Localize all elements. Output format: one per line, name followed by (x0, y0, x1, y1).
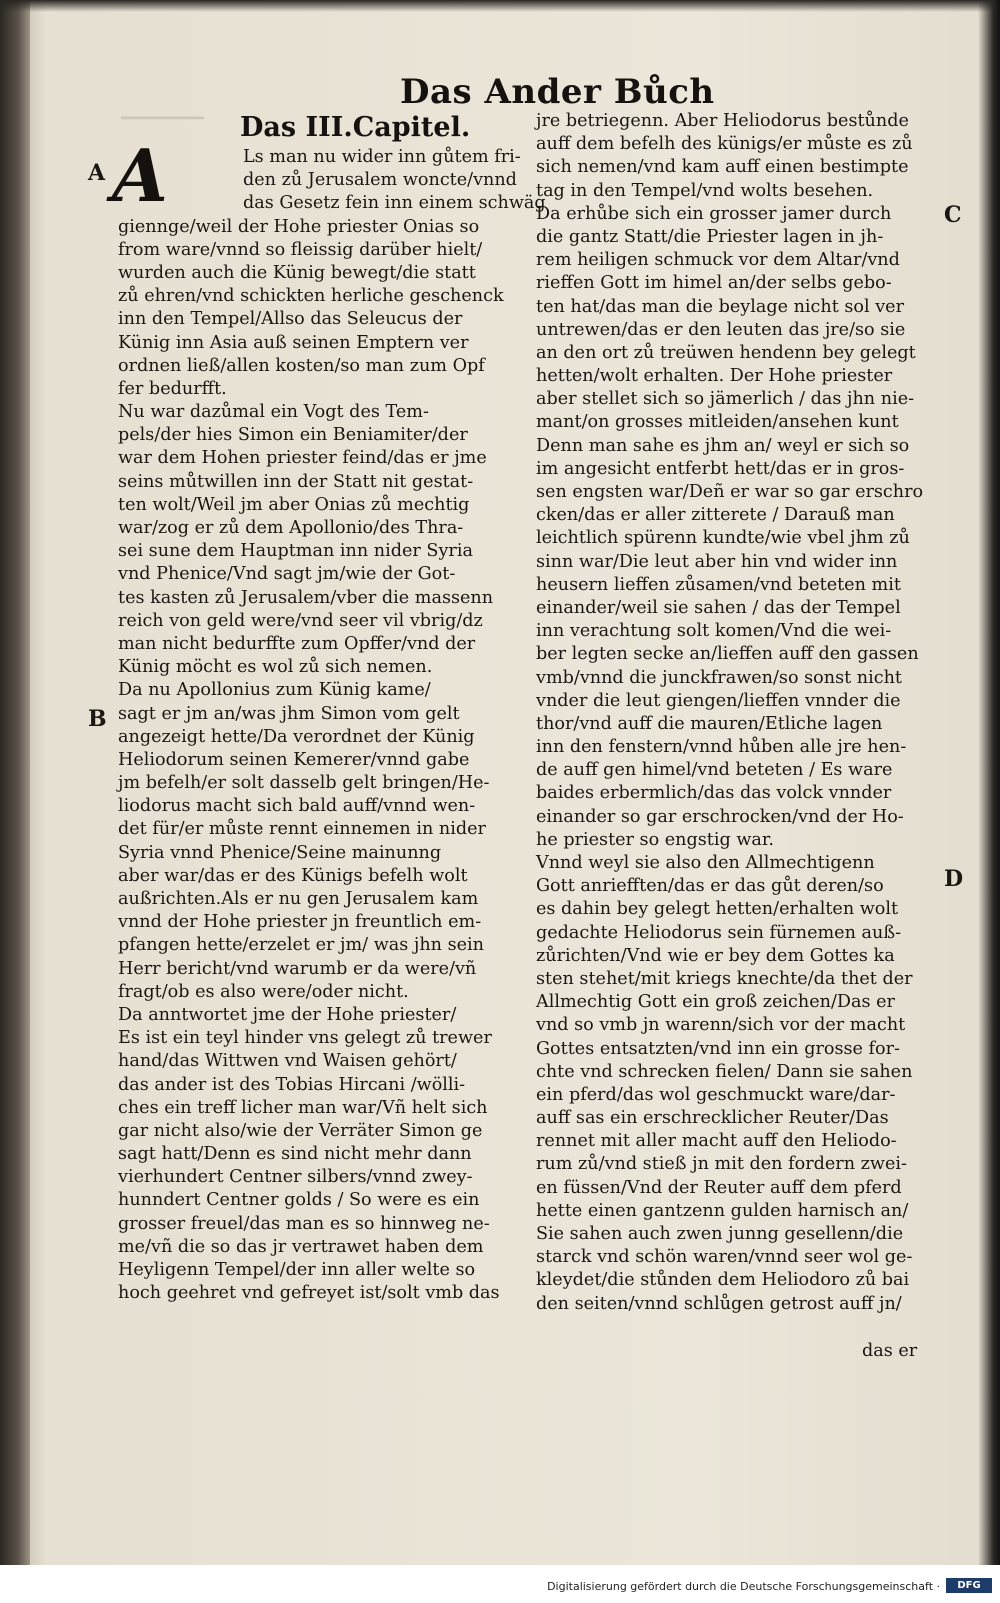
page-right-shadow (978, 0, 1000, 1565)
text-line: wurden auch die Künig bewegt/die statt (118, 262, 476, 283)
text-line: jm befelh/er solt dasselb gelt bringen/He- (118, 773, 490, 794)
text-line: inn den fenstern/vnnd hůben alle jre hen- (536, 737, 907, 758)
text-line: man nicht bedurffte zum Opffer/vnd der (118, 633, 476, 654)
text-line: fer bedurfft. (118, 378, 227, 399)
text-line: den seiten/vnnd schlůgen getrost auff jn/ (536, 1293, 902, 1314)
text-line: Vnnd weyl sie also den Allmechtigenn (536, 853, 875, 873)
text-line: aber stellet sich so jämerlich / das jhn nie- (536, 389, 915, 410)
text-line: en füssen/Vnd der Reuter auff dem pferd (536, 1177, 902, 1198)
text-line: sich nemen/vnd kam auff einen bestimpte (536, 157, 909, 178)
text-line: gedachte Heliodorus sein fürnemen auß- (536, 922, 902, 943)
text-line: zůrichten/Vnd wie er bey dem Gottes ka (536, 945, 895, 966)
text-line: rum zů/vnd stieß jn mit den fordern zwei- (536, 1154, 907, 1175)
text-line: Gottes entsatzten/vnd inn ein grosse for- (536, 1038, 900, 1059)
text-line: Nu war dazůmal ein Vogt des Tem- (118, 402, 429, 423)
text-line: Gott anriefften/das er das gůt deren/so (536, 876, 884, 897)
text-line: Da nu Apollonius zum Künig kame/ (118, 680, 431, 701)
text-line: ten wolt/Weil jm aber Onias zů mechtig (118, 494, 470, 515)
text-line: Da anntwortet jme der Hohe priester/ (118, 1004, 457, 1025)
text-line: liodorus macht sich bald auff/vnnd wen- (118, 796, 476, 817)
text-line: zů ehren/vnd schickten herliche geschenck (118, 286, 504, 307)
text-line: vmb/vnnd die junckfrawen/so sonst nicht (536, 667, 903, 688)
margin-mark-b: B (88, 706, 107, 732)
text-line: sei sune dem Hauptman inn nider Syria (118, 541, 473, 562)
text-line: im angesicht entferbt hett/das er in gros- (536, 458, 905, 479)
text-line: kleydet/die stůnden dem Heliodoro zů bai (536, 1270, 910, 1291)
text-line: hand/das Wittwen vnd Waisen gehört/ (118, 1051, 457, 1072)
catchword: das er (862, 1341, 918, 1361)
text-line: sen engsten war/Deñ er war so gar erschro (536, 482, 924, 502)
text-line: rem heiligen schmuck vor dem Altar/vnd (536, 250, 900, 271)
text-line: Da erhůbe sich ein grosser jamer durch (536, 203, 892, 224)
text-line: mant/on grosses mitleiden/ansehen kunt (536, 412, 899, 433)
text-line: hunndert Centner golds / So were es ein (118, 1190, 480, 1211)
margin-mark-d: D (944, 866, 964, 892)
text-line: untrewen/das er den leuten das jre/so sie (536, 319, 906, 340)
text-line: Denn man sahe es jhm an/ weyl er sich so (536, 435, 910, 456)
text-line: hette einen gantzenn gulden harnisch an/ (536, 1200, 909, 1221)
text-line: Syria vnnd Phenice/Seine mainunng (118, 842, 442, 863)
text-line: es dahin bey gelegt hetten/erhalten wolt (536, 899, 899, 920)
text-line: sten stehet/mit kriegs knechte/da thet der (536, 968, 913, 989)
text-line: inn verachtung solt komen/Vnd die wei- (536, 621, 892, 642)
text-line: Künig möcht es wol zů sich nemen. (118, 657, 433, 678)
text-line: hoch geehret vnd gefreyet ist/solt vmb das (118, 1283, 500, 1304)
text-line: pfangen hette/erzelet er jm/ was jhn sein (118, 935, 484, 956)
text-line: seins můtwillen inn der Statt nit gestat- (118, 471, 474, 492)
text-line: Es ist ein teyl hinder vns gelegt zů trewer (118, 1028, 492, 1049)
text-line: cken/das er aller zitterete / Darauß man (536, 505, 895, 526)
text-line: me/vñ die so das jr vertrawet haben dem (118, 1236, 484, 1257)
text-line: die gantz Statt/die Priester lagen in jh- (536, 226, 884, 247)
text-line: außrichten.Als er nu gen Jerusalem kam (118, 889, 479, 909)
text-line: thor/vnd auff die mauren/Etliche lagen (536, 713, 883, 734)
right-text-column (536, 110, 932, 1316)
text-line: heusern lieffen zůsamen/vnd beteten mit (536, 574, 901, 595)
text-line: de auff gen himel/vnd beteten / Es ware (536, 760, 893, 781)
text-line: vnder die leut giengen/lieffen vnnder die (536, 690, 901, 711)
text-line: he priester so engstig war. (536, 829, 774, 850)
text-line: rieffen Gott im himel an/der selbs gebo- (536, 273, 892, 294)
text-line: ein pferd/das wol geschmuckt ware/dar- (536, 1084, 896, 1105)
text-line: an den ort zů treüwen hendenn bey gelegt (536, 342, 916, 363)
text-line: Sie sahen auch zwen junng gesellenn/die (536, 1224, 904, 1244)
text-line: Herr bericht/vnd warumb er da were/vñ (118, 958, 477, 979)
text-line: das Gesetz fein inn einem schwäg (243, 193, 546, 214)
text-line: ten hat/das man die beylage nicht sol ver (536, 296, 904, 317)
binding-gutter (0, 0, 30, 1565)
text-line: Heliodorum seinen Kemerer/vnnd gabe (118, 749, 470, 770)
left-text-column (118, 146, 546, 1305)
margin-mark-a: A (88, 160, 106, 186)
text-line: det für/er můste rennt einnemen in nider (118, 819, 486, 840)
text-line: ches ein treff licher man war/Vñ helt sich (118, 1097, 488, 1118)
text-line: vierhundert Centner silbers/vnnd zwey- (118, 1167, 473, 1188)
text-line: hetten/wolt erhalten. Der Hohe priester (536, 366, 893, 387)
text-line: chte vnd schrecken fielen/ Dann sie sahen (536, 1061, 913, 1082)
text-line: reich von geld were/vnd seer vil vbrig/dz (118, 610, 483, 631)
dfg-logo: DFG (946, 1578, 992, 1593)
text-line: rennet mit aller macht auff den Heliodo- (536, 1131, 897, 1152)
text-line: from ware/vnnd so fleissig darüber hielt/ (118, 239, 483, 260)
text-line: das ander ist des Tobias Hircani /wölli- (118, 1074, 466, 1095)
text-line: tes kasten zů Jerusalem/vber die massenn (118, 587, 494, 608)
text-line: pels/der hies Simon ein Beniamiter/der (118, 425, 468, 446)
text-line: den zů Jerusalem woncte/vnnd (243, 170, 517, 191)
chapter-heading: Das III.Capitel. (240, 112, 471, 143)
running-header: Das Ander Bůch (400, 72, 715, 112)
text-line: sagt hatt/Denn es sind nicht mehr dann (118, 1144, 472, 1165)
text-line: vnd so vmb jn warenn/sich vor der macht (536, 1015, 906, 1036)
text-line: vnd Phenice/Vnd sagt jm/wie der Got- (118, 564, 456, 585)
margin-mark-c: C (944, 202, 962, 228)
text-line: jre betriegenn. Aber Heliodorus bestůnde (536, 111, 909, 131)
text-line: war/zog er zů dem Apollonio/des Thra- (118, 518, 464, 538)
text-line: tag in den Tempel/vnd wolts besehen. (536, 180, 874, 201)
text-line: sinn war/Die leut aber hin vnd wider inn (536, 551, 898, 572)
text-line: giennge/weil der Hohe priester Onias so (118, 216, 480, 237)
text-line: Künig inn Asia auß seinen Emptern ver (118, 332, 469, 353)
text-line: baides erbermlich/das das volck vnnder (536, 783, 892, 804)
text-line: auff dem befelh des künigs/er můste es zů (536, 134, 913, 155)
text-line: Heyligenn Tempel/der inn aller welte so (118, 1260, 476, 1280)
text-line: einander/weil sie sahen / das der Tempel (536, 597, 901, 618)
text-line: ber legten secke an/lieffen auff den gassen (536, 644, 919, 665)
text-line: leichtlich spürenn kundte/wie vbel jhm zů (536, 528, 910, 549)
text-line: inn den Tempel/Allso das Seleucus der (118, 309, 463, 330)
text-line: ordnen ließ/allen kosten/so man zum Opf (118, 355, 485, 376)
text-line: grosser freuel/das man es so hinnweg ne- (118, 1213, 490, 1234)
text-line: vnnd der Hohe priester jn freuntlich em- (118, 912, 482, 933)
page-top-shadow (0, 0, 1000, 12)
text-line: Allmechtig Gott ein groß zeichen/Das er (536, 992, 895, 1013)
text-line: gar nicht also/wie der Verräter Simon ge (118, 1120, 483, 1141)
bleed-through-mark: ⸻ (120, 96, 205, 136)
text-line: starck vnd schön waren/vnnd seer wol ge- (536, 1247, 913, 1268)
text-line: auff sas ein erschrecklicher Reuter/Das (536, 1108, 889, 1129)
text-line: war dem Hohen priester feind/das er jme (118, 448, 487, 469)
text-line: aber war/das er des Künigs befelh wolt (118, 865, 468, 886)
text-line: fragt/ob es also were/oder nicht. (118, 981, 409, 1002)
text-line: einander so gar erschrocken/vnd der Ho- (536, 806, 904, 827)
text-line: sagt er jm an/was jhm Simon vom gelt (118, 703, 460, 724)
digitization-credit: Digitalisierung gefördert durch die Deutsche Forschungsgemeinschaft · (547, 1580, 940, 1593)
text-line: angezeigt hette/Da verordnet der Künig (118, 726, 475, 747)
text-line: Ls man nu wider inn gůtem fri- (243, 147, 521, 167)
decorated-initial-a-icon: A (112, 133, 168, 218)
